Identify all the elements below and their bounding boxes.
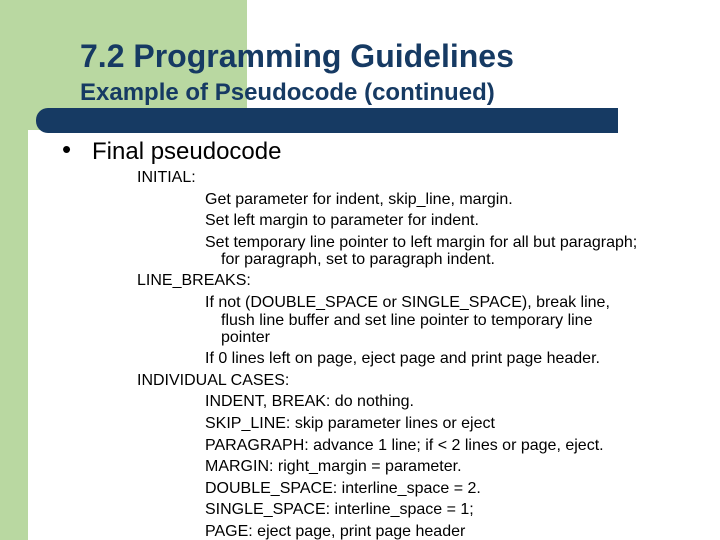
bullet-text: Final pseudocode [92, 138, 282, 165]
pseudocode-line: PARAGRAPH: advance 1 line; if < 2 lines or page, eject. [205, 437, 604, 454]
pseudocode-heading-line-breaks: LINE_BREAKS: [137, 272, 251, 289]
pseudocode-line: If not (DOUBLE_SPACE or SINGLE_SPACE), break line, [205, 294, 610, 311]
pseudocode-line: SINGLE_SPACE: interline_space = 1; [205, 501, 474, 518]
decorative-green-strip [0, 130, 28, 540]
pseudocode-heading-initial: INITIAL: [137, 169, 196, 186]
pseudocode-line: PAGE: eject page, print page header [205, 523, 466, 540]
title-underline-bar [36, 108, 618, 133]
pseudocode-heading-individual-cases: INDIVIDUAL CASES: [137, 372, 290, 389]
slide-subtitle: Example of Pseudocode (continued) [80, 79, 495, 106]
pseudocode-line: Get parameter for indent, skip_line, margin. [205, 191, 513, 208]
pseudocode-line: Set left margin to parameter for indent. [205, 212, 479, 229]
pseudocode-line: MARGIN: right_margin = parameter. [205, 458, 462, 475]
pseudocode-line-continuation: for paragraph, set to paragraph indent. [221, 251, 495, 268]
pseudocode-line-continuation: pointer [221, 329, 270, 346]
pseudocode-line: INDENT, BREAK: do nothing. [205, 393, 414, 410]
pseudocode-line: SKIP_LINE: skip parameter lines or eject [205, 415, 495, 432]
pseudocode-line-continuation: flush line buffer and set line pointer to temporary line [221, 312, 593, 329]
pseudocode-line: DOUBLE_SPACE: interline_space = 2. [205, 480, 481, 497]
slide-title: 7.2 Programming Guidelines [80, 38, 514, 74]
pseudocode-line: If 0 lines left on page, eject page and print page header. [205, 350, 600, 367]
bullet-icon: • [62, 134, 72, 164]
pseudocode-line: Set temporary line pointer to left margin for all but paragraph; [205, 234, 638, 251]
